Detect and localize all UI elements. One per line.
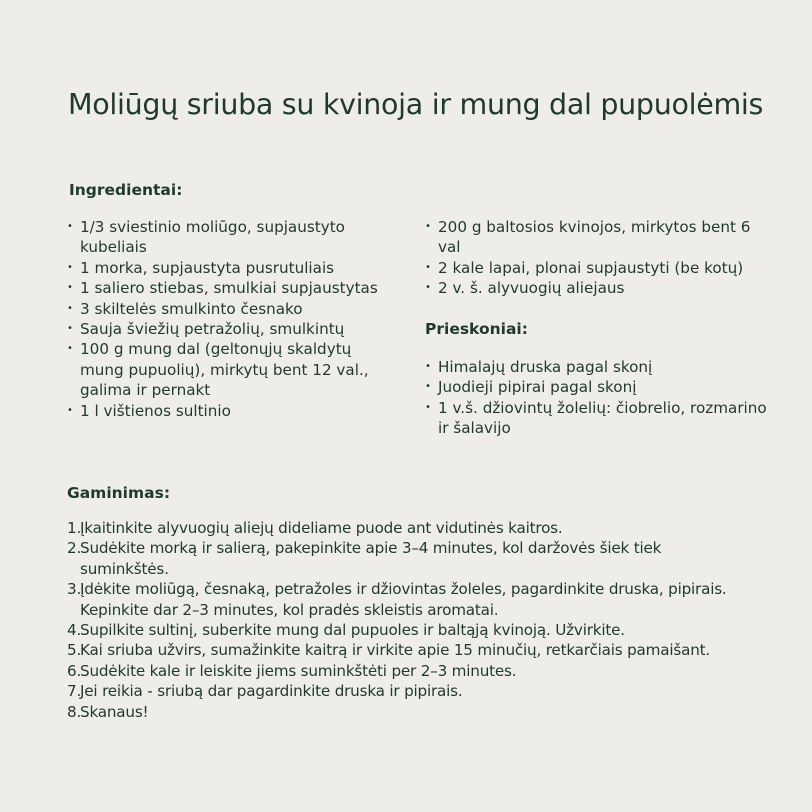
step-number: 6. [67,661,82,680]
step-text: Jei reikia - sriubą dar pagardinkite druska ir pipirais. [80,682,463,701]
method-steps-list [67,518,727,722]
seasoning-item: • Juodieji pipirai pagal skonį [425,377,770,397]
method-step [67,538,727,579]
step-number: 2. [67,539,82,558]
step-number: 8. [67,702,82,721]
ingredients-heading: Ingredientai: [69,181,183,199]
step-number: 5. [67,641,82,660]
ingredient-item: • 1 saliero stiebas, smulkiai supjaustytas [67,278,387,298]
ingredient-item: • 1/3 sviestinio moliūgo, supjaustyto kubeliais [67,217,387,258]
seasoning-item: • Himalajų druska pagal skonį [425,357,770,377]
recipe-title: Moliūgų sriuba su kvinoja ir mung dal pupuolėmis [68,88,764,121]
method-step [67,518,727,538]
method-step [67,702,727,722]
seasonings-list [425,357,770,439]
ingredient-item: • 1 l vištienos sultinio [67,401,387,421]
method-step [67,640,727,660]
ingredient-item: • 2 kale lapai, plonai supjaustyti (be kotų) [425,258,770,278]
ingredient-item: • 2 v. š. alyvuogių aliejaus [425,278,770,298]
step-number: 7. [67,682,82,701]
step-text: Skanaus! [80,702,149,721]
ingredients-list-left [67,217,387,421]
step-text: Sudėkite kale ir leiskite jiems suminkštėti per 2–3 minutes. [80,661,517,680]
step-number: 1. [67,519,82,537]
ingredient-item: • 1 morka, supjaustyta pusrutuliais [67,258,387,278]
step-text: Sudėkite morką ir salierą, pakepinkite apie 3–4 minutes, kol daržovės šiek tiek suminkštės. [80,539,662,578]
ingredients-list-right [425,217,770,299]
method-step [67,681,727,701]
method-step [67,620,727,640]
method-heading: Gaminimas: [67,484,171,502]
ingredient-item: • 3 skiltelės smulkinto česnako [67,299,387,319]
step-text: Įdėkite moliūgą, česnaką, petražoles ir džiovintas žoleles, pagardinkite druska, pipirais. Kepinkite dar 2–3 minutes, kol pradės skleistis aromatai. [80,580,727,619]
step-text: Kai sriuba užvirs, sumažinkite kaitrą ir virkite apie 15 minučių, retkarčiais pamaišant. [80,641,711,660]
ingredient-item: • 100 g mung dal (geltonųjų skaldytų mung pupuolių), mirkytų bent 12 val., galima ir pernakt [67,339,387,400]
step-text: Supilkite sultinį, suberkite mung dal pupuoles ir baltąją kvinoją. Užvirkite. [80,621,625,640]
step-text: Įkaitinkite alyvuogių aliejų dideliame puode ant vidutinės kaitros. [80,519,563,537]
method-step [67,579,727,620]
ingredient-item: • 200 g baltosios kvinojos, mirkytos bent 6 val [425,217,770,258]
ingredient-item: • Sauja šviežių petražolių, smulkintų [67,319,387,339]
step-number: 4. [67,621,82,640]
step-number: 3. [67,580,82,599]
method-step [67,661,727,681]
seasoning-item: • 1 v.š. džiovintų žolelių: čiobrelio, rozmarino ir šalavijo [425,398,770,439]
seasonings-heading: Prieskoniai: [425,320,528,338]
